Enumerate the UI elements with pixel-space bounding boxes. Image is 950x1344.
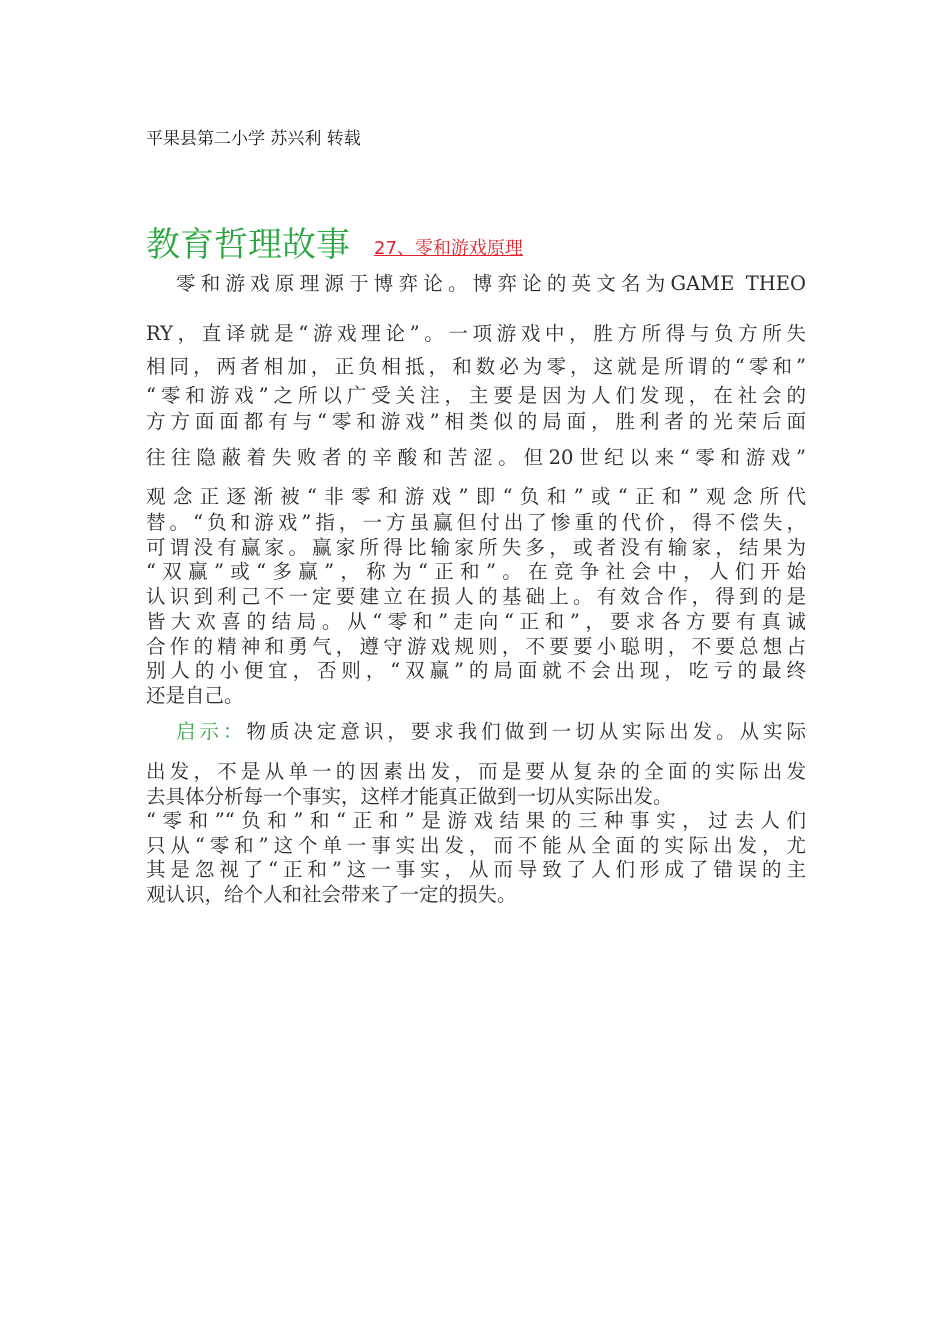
story-subtitle-link[interactable]: 27、零和游戏原理 — [374, 238, 523, 259]
paragraph-1-line: 观念正逐渐被“非零和游戏”即“负和”或“正和”观念所代 — [146, 485, 806, 508]
title-row — [146, 212, 523, 265]
paragraph-1-line: 别人的小便宜，否则，“双赢”的局面就不会出现，吃亏的最终 — [146, 659, 806, 682]
paragraph-2-line: “零和”“负和”和“正和”是游戏结果的三种事实，过去人们 — [146, 809, 806, 832]
header-attribution: 平果县第二小学 苏兴利 转载 — [146, 129, 361, 149]
paragraph-1-line: RY，直译就是“游戏理论”。一项游戏中，胜方所得与负方所失 — [146, 322, 806, 345]
paragraph-1-line: “双赢”或“多赢”，称为“正和”。在竞争社会中，人们开始 — [146, 560, 806, 583]
paragraph-2-line: 观认识，给个人和社会带来了一定的损失。 — [146, 883, 517, 906]
paragraph-1-line: 相同，两者相加，正负相抵，和数必为零，这就是所谓的“零和” — [146, 355, 806, 378]
paragraph-1-line: 往往隐蔽着失败者的辛酸和苦涩。但20世纪以来“零和游戏” — [146, 446, 806, 469]
page-title: 教育哲理故事 — [146, 225, 350, 265]
paragraph-1-line: 合作的精神和勇气，遵守游戏规则，不要要小聪明，不要总想占 — [146, 635, 806, 658]
insight-label: 启示： — [176, 720, 247, 743]
paragraph-2-line: 只从“零和”这个单一事实出发，而不能从全面的实际出发，尤 — [146, 834, 806, 857]
paragraph-2-line: 其是忽视了“正和”这一事实，从而导致了人们形成了错误的主 — [146, 858, 806, 881]
paragraph-2-line: 去具体分析每一个事实，这样才能真正做到一切从实际出发。 — [146, 785, 673, 808]
paragraph-2-line: 出发，不是从单一的因素出发，而是要从复杂的全面的实际出发 — [146, 760, 806, 783]
paragraph-1-line: “零和游戏”之所以广受关注，主要是因为人们发现，在社会的 — [146, 384, 806, 407]
paragraph-1-line: 认识到利己不一定要建立在损人的基础上。有效合作，得到的是 — [146, 585, 806, 608]
insight-first-line — [146, 722, 806, 742]
paragraph-1-line: 还是自己。 — [146, 684, 244, 707]
paragraph-1-line: 可谓没有赢家。赢家所得比输家所失多，或者没有输家，结果为 — [146, 536, 806, 559]
paragraph-1-line: 替。“负和游戏”指，一方虽赢但付出了惨重的代价，得不偿失， — [146, 511, 806, 534]
paragraph-1-line: 方方面面都有与“零和游戏”相类似的局面，胜利者的光荣后面 — [146, 410, 806, 433]
insight-text: 物质决定意识，要求我们做到一切从实际出发。从实际 — [246, 720, 806, 743]
paragraph-1-line: 皆大欢喜的结局。从“零和”走向“正和”，要求各方要有真诚 — [146, 610, 806, 633]
paragraph-1-line: 零和游戏原理源于博弈论。博弈论的英文名为GAME THEO — [176, 272, 806, 295]
